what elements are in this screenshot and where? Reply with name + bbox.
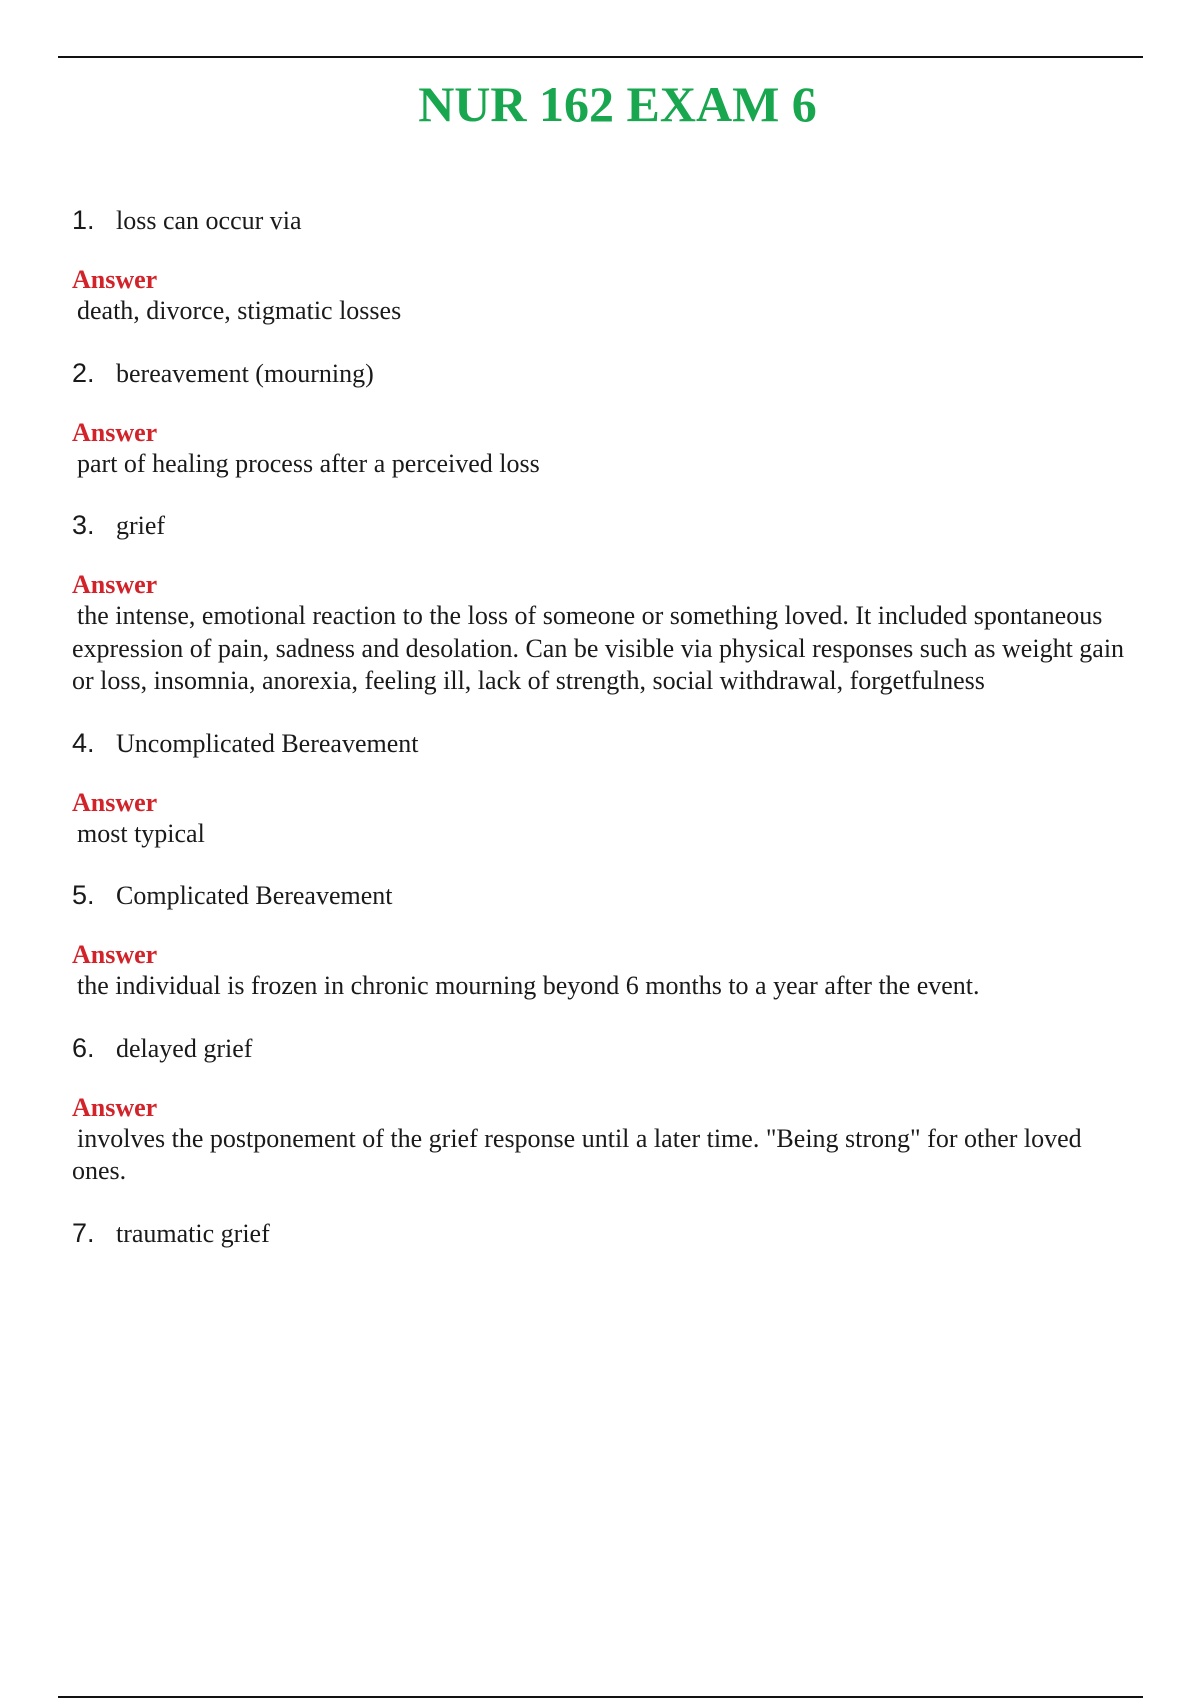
answer-text: involves the postponement of the grief response until a later time. "Being strong" for other loved ones.: [72, 1123, 1082, 1185]
question-list: [72, 205, 1142, 1286]
question-prompt: grief: [116, 511, 166, 540]
question-number: 7.: [72, 1217, 95, 1248]
answer-label: Answer: [72, 787, 158, 817]
question-prompt: Complicated Bereavement: [116, 881, 393, 910]
question-row: [72, 510, 1142, 548]
answer-label: Answer: [72, 570, 158, 599]
question-item-3: [72, 510, 1142, 698]
answer-label: Answer: [72, 417, 158, 447]
question-item-1: [72, 205, 1142, 328]
question-number: 2.: [72, 357, 95, 388]
question-item-6: [72, 1033, 1142, 1188]
question-item-7: [72, 1218, 1142, 1256]
answer-text: the individual is frozen in chronic mourning beyond 6 months to a year after the event.: [77, 971, 980, 1000]
question-number: 3.: [72, 510, 95, 540]
question-row: [72, 880, 1142, 918]
question-prompt: Uncomplicated Bereavement: [116, 728, 419, 758]
answer-text: death, divorce, stigmatic losses: [77, 296, 402, 325]
question-row: [72, 358, 1142, 396]
question-row: [72, 205, 1142, 243]
top-rule: [58, 56, 1143, 58]
question-row: [72, 1218, 1142, 1256]
page-title: NUR 162 EXAM 6: [418, 76, 817, 132]
question-number: 6.: [72, 1032, 95, 1063]
question-row: [72, 1033, 1142, 1071]
question-prompt: delayed grief: [116, 1033, 253, 1063]
question-prompt: loss can occur via: [116, 206, 302, 235]
answer-text: the intense, emotional reaction to the loss of someone or something loved. It included spontaneous expression of pain, sadness and desolation. Can be visible via physical responses such as weight gain or loss, insomnia, anorexia, feeling ill, lack of strength, social withdrawal, forgetfulness: [72, 601, 1125, 695]
question-item-5: [72, 880, 1142, 1003]
question-number: 5.: [72, 880, 95, 910]
answer-label: Answer: [72, 940, 158, 969]
answer-text: part of healing process after a perceived loss: [77, 448, 540, 478]
answer-label: Answer: [72, 265, 158, 294]
question-number: 4.: [72, 727, 95, 758]
question-row: [72, 728, 1142, 766]
question-prompt: bereavement (mourning): [116, 358, 374, 388]
question-number: 1.: [72, 205, 95, 235]
answer-text: most typical: [77, 818, 205, 848]
bottom-rule: [58, 1696, 1143, 1698]
question-prompt: traumatic grief: [116, 1218, 270, 1248]
question-item-2: [72, 358, 1142, 481]
answer-label: Answer: [72, 1092, 158, 1122]
question-item-4: [72, 728, 1142, 851]
